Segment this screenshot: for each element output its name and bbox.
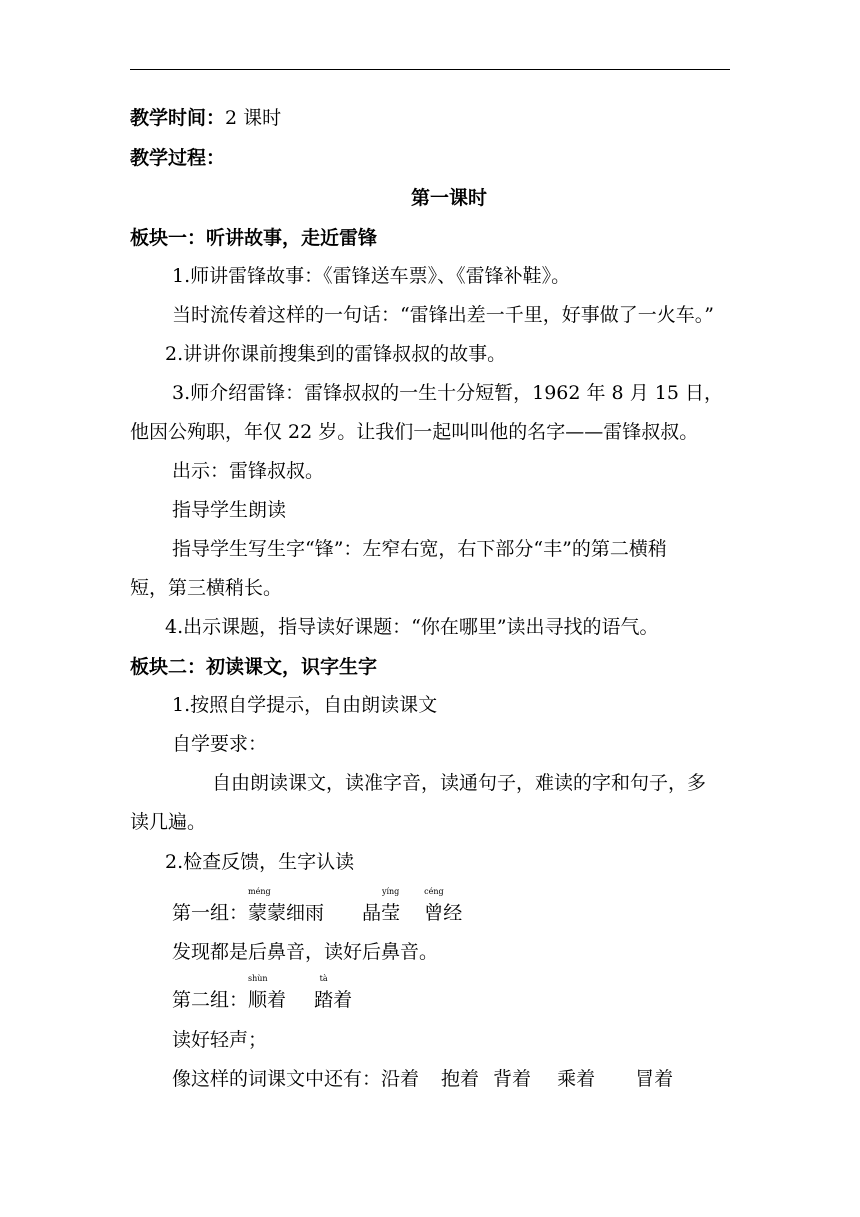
ruby-char bbox=[248, 974, 268, 1013]
word-group-2 bbox=[172, 974, 353, 1013]
section1-paragraph: 当时流传着这样的一句话：“雷锋出差一千里，好事做了一火车。” bbox=[172, 304, 714, 326]
section1-paragraph: 他因公殉职，年仅 22 岁。让我们一起叫叫他的名字——雷锋叔叔。 bbox=[130, 421, 699, 443]
section1-paragraph: 3.师介绍雷锋：雷锋叔叔的一生十分短暂，1962 年 8 月 15 日， bbox=[172, 382, 723, 404]
word-text: 蒙细雨 bbox=[267, 902, 325, 924]
section2-heading: 板块二：初读课文，识字生字 bbox=[130, 656, 378, 678]
group-label: 第一组： bbox=[172, 902, 249, 924]
section2-paragraph: 自由朗读课文，读准字音，读通句子，难读的字和句子，多 bbox=[212, 772, 707, 794]
section2-paragraph: 1.按照自学提示，自由朗读课文 bbox=[172, 694, 438, 716]
ruby-base: 顺 bbox=[248, 989, 268, 1011]
word-tazhe bbox=[314, 974, 353, 1011]
teaching-process-label: 教学过程： bbox=[130, 147, 226, 169]
similar-word: 沿着 bbox=[381, 1068, 420, 1090]
group2-note: 读好轻声； bbox=[172, 1029, 268, 1051]
ruby-base: 莹 bbox=[381, 902, 401, 924]
ruby-char bbox=[314, 974, 334, 1013]
word-text: 晶 bbox=[362, 902, 382, 924]
word-group-1 bbox=[172, 887, 463, 926]
teaching-time bbox=[130, 105, 281, 131]
section1-paragraph: 指导学生朗读 bbox=[172, 499, 287, 521]
section1-paragraph: 4.出示课题，指导读好课题：“你在哪里”读出寻找的语气。 bbox=[165, 616, 659, 638]
group1-note: 发现都是后鼻音，读好后鼻音。 bbox=[172, 941, 439, 963]
section1-heading: 板块一：听讲故事，走近雷锋 bbox=[130, 227, 378, 249]
header-rule bbox=[130, 69, 730, 70]
group-label: 第二组： bbox=[172, 989, 249, 1011]
similar-word: 抱着 bbox=[441, 1068, 480, 1090]
word-menglengxiyu bbox=[248, 887, 325, 924]
similar-word: 冒着 bbox=[635, 1068, 674, 1090]
section1-paragraph: 出示：雷锋叔叔。 bbox=[172, 460, 325, 482]
pinyin-annotation: tà bbox=[319, 974, 328, 983]
lesson-title: 第一课时 bbox=[411, 187, 488, 209]
word-text: 着 bbox=[333, 989, 353, 1011]
section2-paragraph: 2.检查反馈，生字认读 bbox=[165, 851, 355, 873]
word-shunzhe bbox=[248, 974, 287, 1011]
ruby-char bbox=[424, 887, 444, 926]
ruby-base: 蒙 bbox=[248, 902, 268, 924]
section1-paragraph: 1.师讲雷锋故事：《雷锋送车票》、《雷锋补鞋》。 bbox=[172, 265, 571, 287]
similar-word: 背着 bbox=[493, 1068, 532, 1090]
word-jingying bbox=[362, 887, 401, 924]
similar-word: 乘着 bbox=[557, 1068, 596, 1090]
word-text: 着 bbox=[267, 989, 287, 1011]
teaching-time-value: 2 课时 bbox=[225, 107, 282, 129]
section1-paragraph: 短，第三横稍长。 bbox=[130, 577, 283, 599]
ruby-base: 踏 bbox=[314, 989, 334, 1011]
pinyin-annotation: yíng bbox=[381, 887, 400, 896]
similar-words-line bbox=[172, 1066, 673, 1092]
section2-paragraph: 自学要求： bbox=[172, 733, 268, 755]
pinyin-annotation: méng bbox=[248, 887, 271, 896]
ruby-char bbox=[248, 887, 271, 926]
word-text: 经 bbox=[443, 902, 463, 924]
section1-paragraph: 指导学生写生字“锋”：左窄右宽，右下部分“丰”的第二横稍 bbox=[172, 538, 667, 560]
teaching-time-label: 教学时间： bbox=[130, 107, 226, 129]
pinyin-annotation: shùn bbox=[248, 974, 268, 983]
section1-paragraph: 2.讲讲你课前搜集到的雷锋叔叔的故事。 bbox=[165, 343, 507, 365]
section2-paragraph: 读几遍。 bbox=[130, 811, 207, 833]
pinyin-annotation: céng bbox=[424, 887, 444, 896]
similar-words-prefix: 像这样的词课文中还有： bbox=[172, 1068, 382, 1090]
ruby-char bbox=[381, 887, 401, 926]
word-cengjing bbox=[424, 887, 463, 924]
ruby-base: 曾 bbox=[424, 902, 444, 924]
